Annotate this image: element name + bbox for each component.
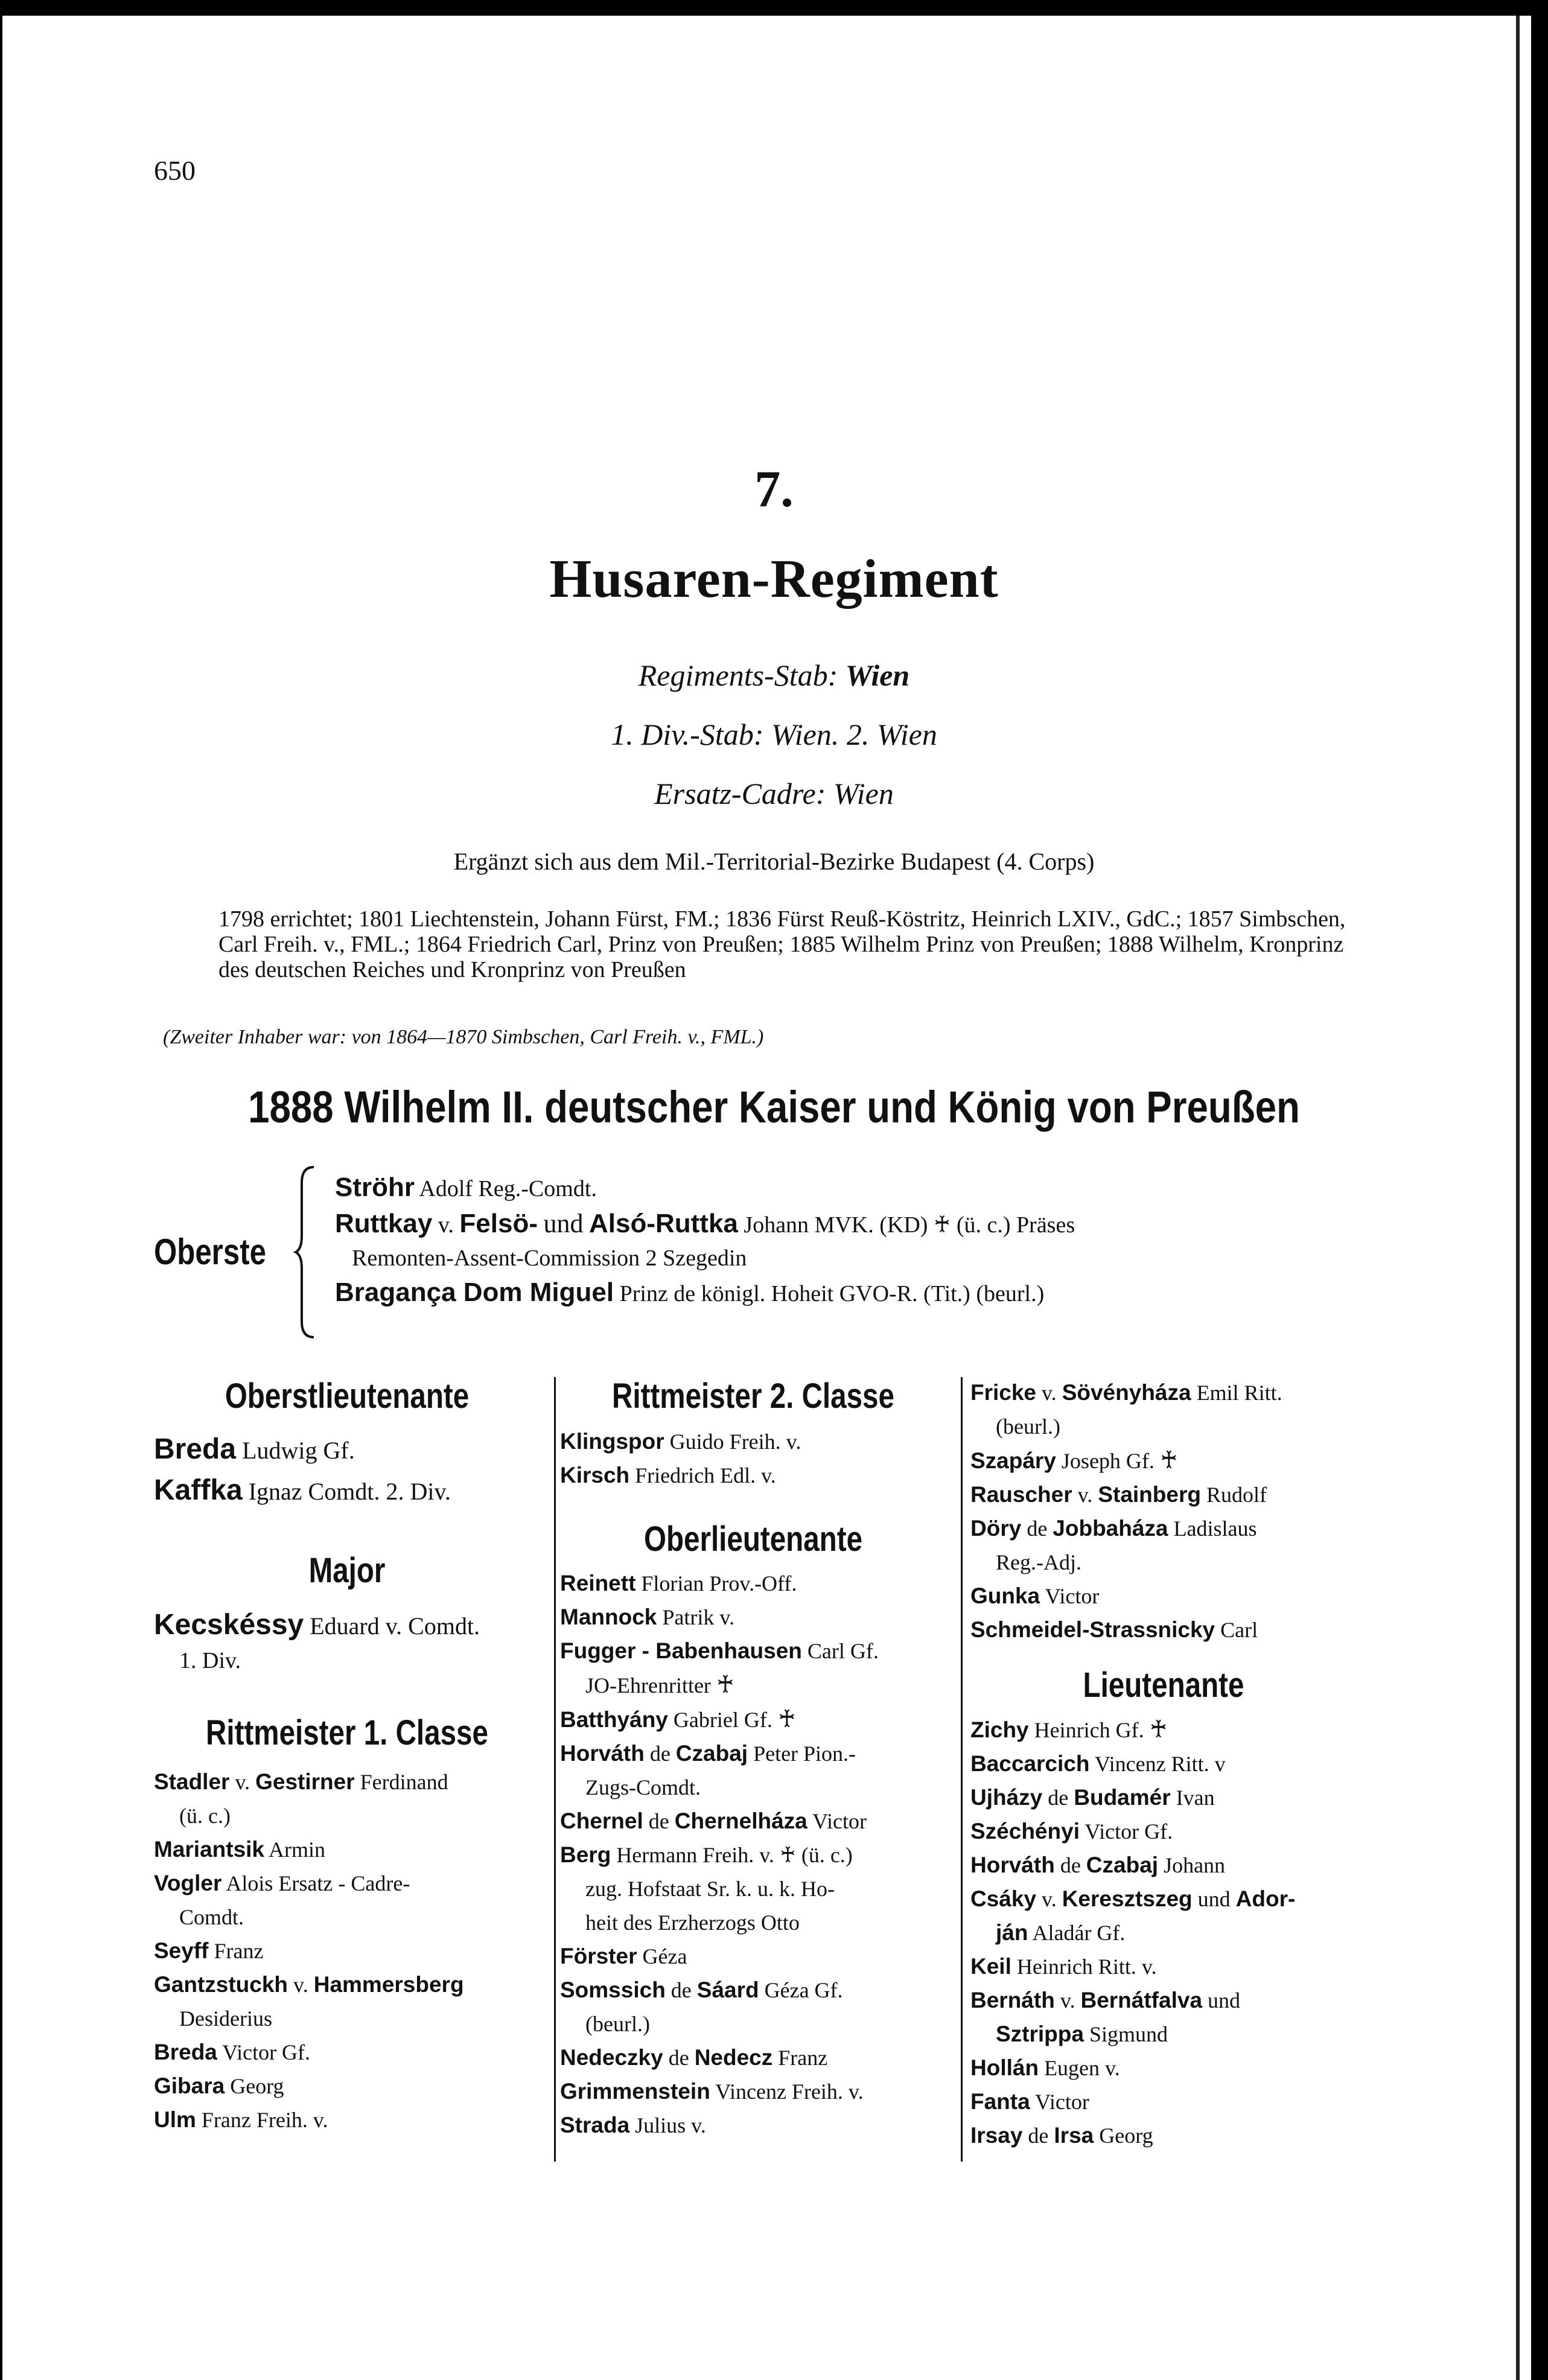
officer-details: Armin [269, 1838, 326, 1862]
officer-entry [560, 1600, 946, 1634]
name-particle: de [670, 1978, 692, 2002]
regiment-name: Husaren-Regiment [549, 549, 999, 609]
officer-entry-continuation [154, 2002, 540, 2035]
officer-entry [970, 1478, 1357, 1512]
officer-entry [560, 1567, 946, 1600]
name-particle: de [1048, 1786, 1069, 1810]
ersatz-cadre: Ersatz-Cadre: Wien [654, 777, 894, 810]
officer-details: Ignaz Comdt. 2. Div. [248, 1478, 451, 1505]
officer-name: Mariantsik [154, 1837, 265, 1862]
officer-entry [970, 1713, 1357, 1747]
name-particle: und [543, 1209, 584, 1238]
officer-name: Alsó-Ruttka [589, 1209, 738, 1238]
oberst-entry-continuation: Remonten-Assent-Commission 2 Szegedin [352, 1246, 747, 1271]
oberst-entry [335, 1169, 1397, 1206]
curly-brace [293, 1165, 317, 1340]
officer-entry-continuation [560, 1872, 946, 1906]
officer-entry [154, 2035, 540, 2069]
officer-name: Nedeczky [560, 2045, 663, 2070]
officer-name: Stainberg [1098, 1482, 1201, 1507]
officer-name: Fanta [970, 2089, 1030, 2114]
regiment-owner: 1888 Wilhelm II. deutscher Kaiser und König von Preußen [248, 1082, 1300, 1132]
officer-entry [970, 1443, 1357, 1478]
officer-name: Döry [970, 1516, 1022, 1541]
cross-icon: ♰ [777, 1705, 796, 1732]
officer-name: Sövényháza [1062, 1380, 1191, 1405]
officer-details: Zugs-Comdt. [585, 1775, 701, 1799]
regiments-stab-label: Regiments-Stab: [638, 658, 838, 692]
officer-name: Rauscher [970, 1482, 1072, 1507]
officer-name: Chernelháza [674, 1809, 807, 1833]
officer-entry-continuation [560, 1668, 946, 1702]
officer-name: Ströhr [335, 1172, 415, 1202]
officer-name: Bernátfalva [1080, 1988, 1203, 2012]
officer-entry-continuation [970, 1916, 1357, 1950]
cross-icon: ♰ [1149, 1716, 1168, 1743]
officer-entry [154, 1430, 540, 1471]
officer-details: Alois Ersatz - Cadre- [226, 1871, 410, 1895]
name-particle: de [1027, 1516, 1048, 1541]
officer-details: Ladislaus [1173, 1516, 1257, 1541]
officer-entry [154, 1934, 540, 1968]
name-particle: de [668, 2046, 689, 2070]
officer-name: Grimmenstein [560, 2079, 710, 2104]
officer-name: Schmeidel-Strassnicky [970, 1617, 1215, 1642]
officer-name: Breda [154, 1433, 237, 1465]
officer-name: Gunka [970, 1583, 1040, 1608]
officer-details: Heinrich Gf. [1034, 1718, 1144, 1742]
scan-border-right [1531, 0, 1548, 2380]
officer-entry [154, 1605, 540, 1646]
regiment-history: 1798 errichtet; 1801 Liechtenstein, Johann Fürst, FM.; 1836 Fürst Reuß-Köstritz, Heinrich LXIV., GdC.; 1857 Simbschen, Carl Freih. v., FML.; 1864 Friedrich Carl, Prinz von Preußen; 1885 Wilhelm Prinz von Preußen; 1888 Wilhelm, Kronprinz des deutschen Reiches und Kronprinz von Preußen [218, 906, 1346, 982]
officer-details: Géza [642, 1944, 687, 1968]
officer-entry [970, 1882, 1357, 1916]
regiment-number: 7. [754, 460, 794, 518]
officer-name: Stadler [154, 1769, 230, 1794]
officer-entry [970, 1512, 1357, 1545]
officer-name: Hollán [970, 2055, 1039, 2080]
officer-details: und [1208, 1988, 1241, 2012]
officer-name: Széchényi [970, 1819, 1080, 1844]
officer-entry [560, 1634, 946, 1668]
officer-details: Gabriel Gf. [673, 1708, 772, 1732]
officer-entry-continuation [560, 1771, 946, 1804]
officer-details: (ü. c.) [179, 1804, 231, 1828]
name-particle: v. [235, 1770, 250, 1794]
officer-entry [970, 1579, 1357, 1613]
officer-entry-continuation [154, 1646, 540, 1675]
officer-name: Ador- [1235, 1886, 1296, 1911]
cross-icon: ♰ [716, 1671, 734, 1698]
officer-entry [154, 1968, 540, 2002]
officer-entry [154, 2103, 540, 2137]
officer-name: Baccarcich [970, 1751, 1090, 1776]
officer-entry-continuation [970, 1410, 1357, 1443]
column-1 [154, 1376, 540, 2137]
officer-entry [154, 1866, 540, 1900]
officer-entry-continuation [154, 1799, 540, 1833]
officer-details: Florian Prov.-Off. [641, 1571, 797, 1596]
officer-name: Reinett [560, 1571, 636, 1596]
officer-entry-continuation [154, 1900, 540, 1934]
name-particle: und [1197, 1887, 1231, 1911]
officer-details: Victor [812, 1809, 867, 1833]
officer-details: Emil Ritt. [1196, 1381, 1282, 1405]
officer-entry [560, 2075, 946, 2108]
officer-details: Aladár Gf. [1032, 1921, 1126, 1945]
officer-name: Irsa [1054, 2123, 1094, 2148]
name-particle: de [648, 1809, 669, 1833]
name-particle: v. [1042, 1887, 1057, 1911]
officer-name: Budamér [1074, 1785, 1171, 1810]
officer-name: Kirsch [560, 1463, 630, 1488]
officer-details: heit des Erzherzogs Otto [585, 1911, 800, 1935]
officer-details: Franz [214, 1939, 264, 1963]
officer-entry [970, 2051, 1357, 2085]
name-particle: v. [438, 1212, 454, 1238]
officer-details: Guido Freih. v. [669, 1430, 801, 1454]
column-divider [554, 1377, 556, 2162]
officer-name: Breda [154, 2040, 217, 2064]
officer-details: Carl Gf. [807, 1639, 879, 1663]
officer-name: Czabaj [675, 1741, 748, 1766]
officer-details: Ludwig Gf. [242, 1437, 355, 1464]
officer-name: Jobbaháza [1053, 1516, 1168, 1541]
officer-details: Sigmund [1089, 2022, 1168, 2046]
officer-name: Csáky [970, 1886, 1037, 1911]
officer-details: Adolf Reg.-Comdt. [419, 1176, 597, 1201]
officer-entry [560, 2041, 946, 2075]
officer-name: Keil [970, 1954, 1011, 1979]
officer-entry [560, 1973, 946, 2007]
officer-name: Zichy [970, 1717, 1029, 1742]
oberst-entry [335, 1206, 1397, 1242]
officer-name: Ulm [154, 2107, 196, 2132]
division-stab: 1. Div.-Stab: Wien. 2. Wien [611, 718, 937, 751]
officer-details: Joseph Gf. [1061, 1449, 1155, 1473]
officer-details: Rudolf [1206, 1483, 1267, 1507]
officer-entry [970, 1815, 1357, 1848]
officer-name: Strada [560, 2113, 630, 2137]
officer-name: Szapáry [970, 1448, 1056, 1473]
officer-entry [560, 1702, 946, 1737]
officer-details: (beurl.) [585, 2012, 650, 2036]
name-particle: v. [1060, 1988, 1075, 2012]
name-particle: de [1028, 2124, 1049, 2148]
officer-name: Nedecz [694, 2045, 773, 2070]
officer-details: Peter Pion.- [753, 1742, 856, 1766]
oberste-list [335, 1169, 1397, 1311]
officer-entry [154, 1471, 540, 1512]
officer-entry [970, 1747, 1357, 1781]
officer-entry [970, 1781, 1357, 1815]
officer-name: Gestirner [255, 1769, 355, 1794]
officer-name: Förster [560, 1944, 637, 1968]
officer-entry-continuation [560, 2007, 946, 2041]
oberste-label: Oberste [154, 1232, 266, 1272]
officer-details: Hermann Freih. v. ♰ (ü. c.) [616, 1843, 853, 1867]
officer-details: (beurl.) [996, 1414, 1060, 1439]
officer-entry [560, 1804, 946, 1838]
officer-name: Chernel [560, 1809, 643, 1833]
section-title-rittmeister-1: Rittmeister 1. Classe [206, 1713, 488, 1752]
officer-name: Horváth [970, 1853, 1055, 1877]
name-particle: de [649, 1742, 670, 1766]
section-title-rittmeister-2: Rittmeister 2. Classe [612, 1376, 894, 1416]
officer-name: Somssich [560, 1978, 666, 2002]
officer-details: Reg.-Adj. [996, 1550, 1081, 1574]
officer-entry [560, 1459, 946, 1492]
officer-entry [560, 1425, 946, 1459]
officer-name: Gibara [154, 2073, 225, 2098]
officer-entry [970, 1984, 1357, 2017]
section-title-lieutenante: Lieutenante [1083, 1666, 1244, 1705]
officer-details: zug. Hofstaat Sr. k. u. k. Ho- [585, 1877, 835, 1901]
officer-entry-continuation [560, 1906, 946, 1939]
scan-border-left [0, 0, 2, 2380]
officer-entry [970, 2119, 1357, 2152]
officer-details: 1. Div. [179, 1648, 241, 1673]
officer-details: Johann [1164, 1853, 1226, 1877]
officer-name: Berg [560, 1842, 611, 1867]
officer-entry [560, 1737, 946, 1771]
officer-details: Georg [1099, 2124, 1153, 2148]
officer-entry [970, 1848, 1357, 1882]
officer-name: Kaffka [154, 1474, 243, 1506]
column-3 [970, 1376, 1357, 2152]
officer-entry [560, 2108, 946, 2142]
officer-details: Victor [1035, 2090, 1089, 2114]
officer-name: Gantzstuckh [154, 1972, 288, 1997]
officer-name: Bernáth [970, 1988, 1055, 2012]
officer-details: Ivan [1176, 1786, 1215, 1810]
officer-name: Hammersberg [313, 1972, 464, 1997]
officer-name: Irsay [970, 2123, 1023, 2148]
officer-details: Carl [1220, 1618, 1258, 1642]
officer-details: Géza Gf. [764, 1978, 843, 2002]
officer-entry-continuation [970, 2017, 1357, 2051]
oberst-entry [335, 1274, 1397, 1311]
officer-name: Vogler [154, 1871, 222, 1895]
officer-name: Ruttkay [335, 1209, 433, 1238]
recruitment-district: Ergänzt sich aus dem Mil.-Territorial-Bezirke Budapest (4. Corps) [453, 848, 1095, 875]
officer-details: Prinz de königl. Hoheit GVO-R. (Tit.) (beurl.) [619, 1281, 1045, 1306]
officer-name: Sáard [696, 1978, 759, 2002]
officer-details: Julius v. [635, 2113, 706, 2137]
officer-details: JO-Ehrenritter [585, 1673, 711, 1698]
page-number: 650 [154, 155, 196, 186]
name-particle: v. [1077, 1483, 1093, 1507]
officer-entry [560, 1939, 946, 1973]
column-divider [961, 1377, 963, 2162]
scan-border-top [0, 0, 1548, 16]
officer-entry [154, 2069, 540, 2103]
officer-details: Victor Gf. [1085, 1819, 1173, 1844]
column-2 [560, 1376, 946, 2142]
officer-name: Bragança Dom Miguel [335, 1278, 614, 1307]
officer-name: Horváth [560, 1741, 645, 1766]
officer-details: Franz Freih. v. [201, 2108, 328, 2132]
officer-name: Ujházy [970, 1785, 1043, 1810]
officer-entry [560, 1838, 946, 1872]
section-title-major: Major [308, 1551, 386, 1590]
officer-entry [970, 1613, 1357, 1647]
regiments-stab-value: Wien [845, 658, 910, 692]
officer-details: Vincenz Freih. v. [715, 2079, 864, 2104]
name-particle: v. [293, 1973, 308, 1997]
officer-details: Franz [778, 2046, 828, 2070]
officer-details: Victor Gf. [222, 2040, 311, 2064]
officer-name: Klingspor [560, 1429, 664, 1454]
officer-name: Batthyány [560, 1707, 668, 1732]
officer-details: Comdt. [179, 1905, 244, 1929]
officer-details: Heinrich Ritt. v. [1016, 1955, 1157, 1979]
officer-entry [970, 1376, 1357, 1410]
officer-name: Fugger - Babenhausen [560, 1638, 802, 1663]
officer-details: Johann MVK. (KD) ♰ (ü. c.) Präses [744, 1212, 1075, 1238]
scan-border-inner [1516, 16, 1520, 2380]
officer-details: Patrik v. [662, 1605, 735, 1629]
history-note: (Zweiter Inhaber war: von 1864—1870 Simbschen, Carl Freih. v., FML.) [163, 1026, 764, 1048]
officer-entry [154, 1833, 540, 1866]
officer-name: Sztrippa [996, 2022, 1084, 2046]
officer-name: Seyff [154, 1938, 209, 1963]
officer-details: Vincenz Ritt. v [1094, 1752, 1226, 1776]
regiments-stab [0, 658, 1548, 693]
section-title-oberstlieutenante: Oberstlieutenante [225, 1376, 470, 1416]
cross-icon: ♰ [1159, 1446, 1178, 1474]
officer-name: Fricke [970, 1380, 1037, 1405]
officer-entry [970, 1950, 1357, 1984]
officer-details: Georg [230, 2074, 284, 2098]
officer-details: Friedrich Edl. v. [635, 1463, 776, 1488]
officer-details: Ferdinand [360, 1770, 448, 1794]
officer-entry [154, 1765, 540, 1799]
officer-name: ján [996, 1920, 1028, 1945]
officer-entry [970, 2085, 1357, 2119]
section-title-oberlieutenante: Oberlieutenante [643, 1519, 863, 1559]
officer-name: Felsö- [459, 1209, 538, 1238]
name-particle: v. [1042, 1381, 1057, 1405]
officer-entry-continuation [970, 1545, 1357, 1579]
name-particle: de [1060, 1853, 1081, 1877]
officer-details: Eduard v. Comdt. [310, 1612, 480, 1640]
officer-name: Mannock [560, 1605, 657, 1629]
officer-name: Keresztszeg [1062, 1886, 1193, 1911]
officer-details: Eugen v. [1044, 2056, 1120, 2080]
officer-details: Desiderius [179, 2006, 272, 2031]
officer-name: Kecskéssy [154, 1609, 304, 1641]
officer-details: Victor [1045, 1584, 1100, 1608]
officer-name: Czabaj [1086, 1853, 1159, 1877]
